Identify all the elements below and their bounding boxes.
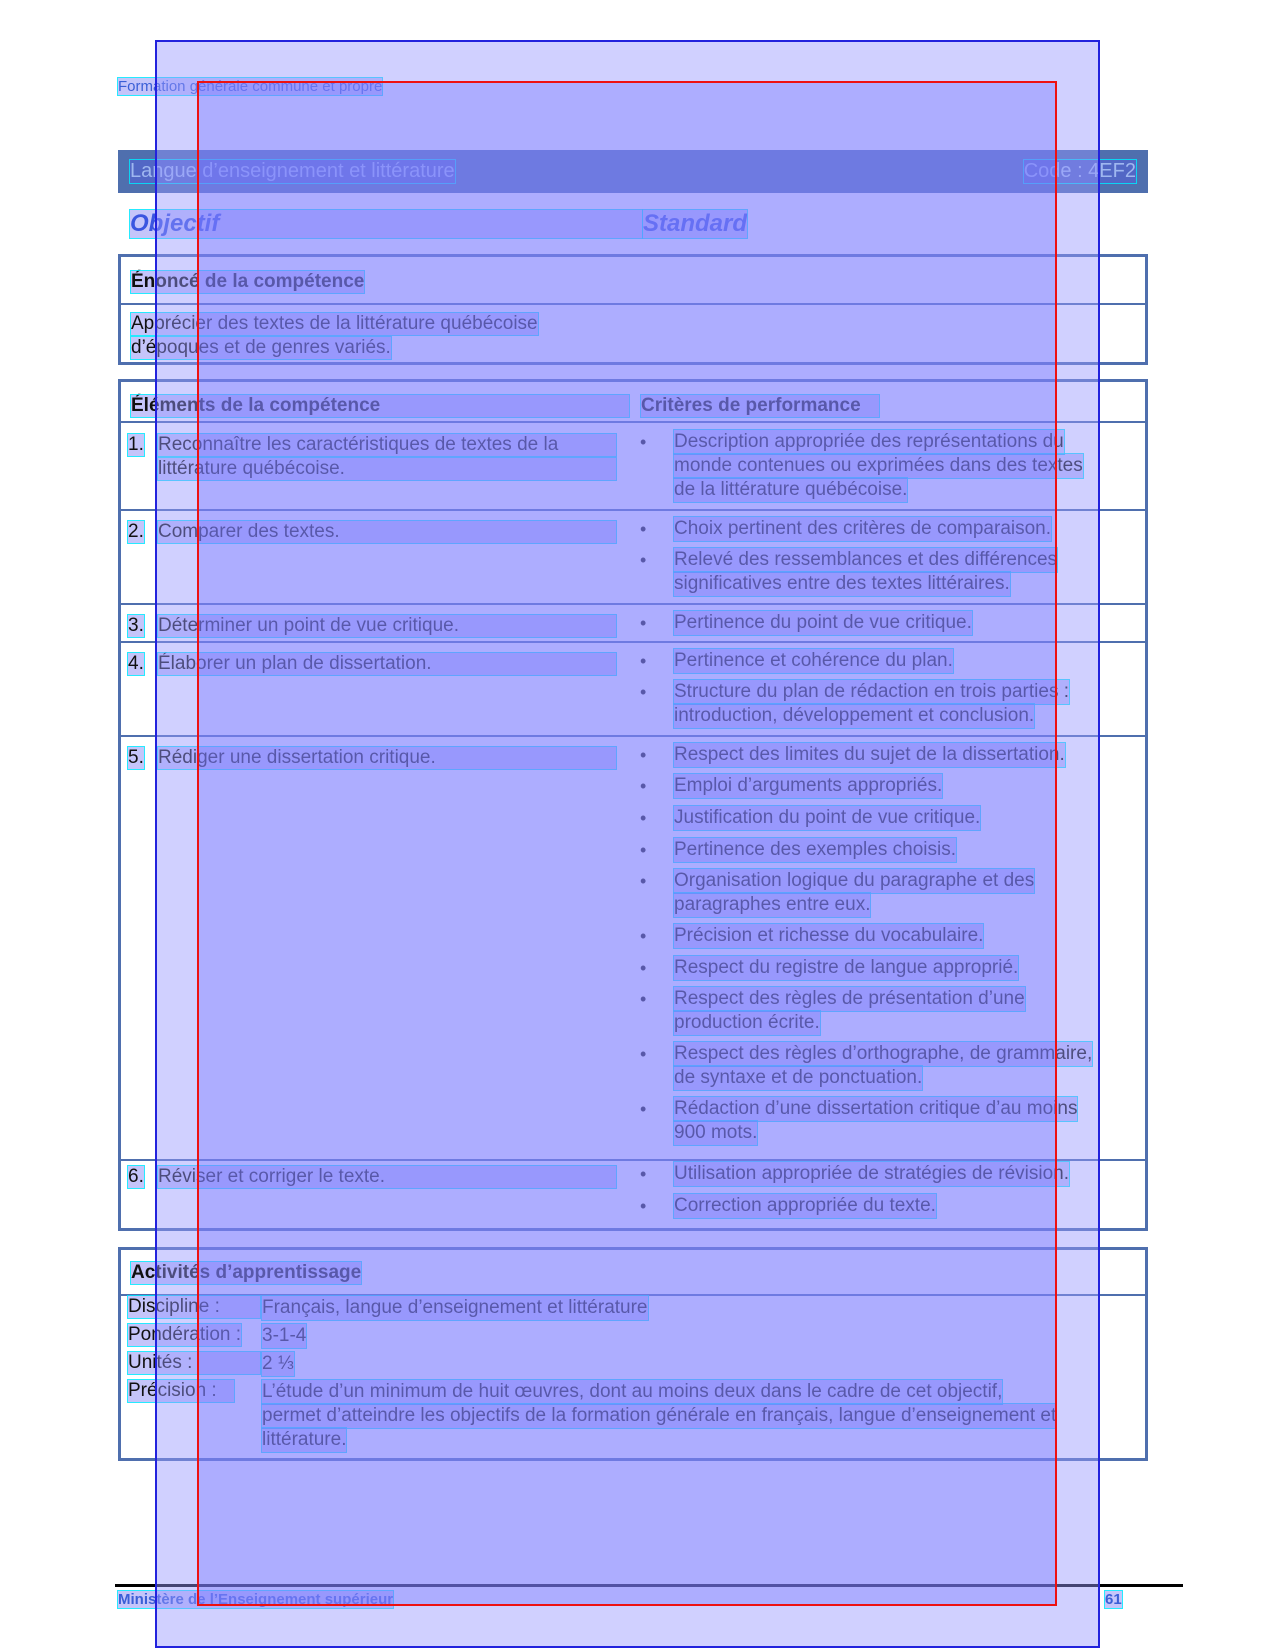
criterion: Organisation logique du paragraphe et des <box>674 870 1035 891</box>
enonce-text-line1: Apprécier des textes de la littérature québécoise <box>131 313 538 334</box>
element-text: Réviser et corriger le texte. <box>158 1166 616 1188</box>
element-number: 4. <box>128 653 144 674</box>
element-text: Reconnaître les caractéristiques de textes de la <box>158 434 616 456</box>
bullet: • <box>640 808 647 828</box>
element-text: Déterminer un point de vue critique. <box>158 615 616 637</box>
criterion: Pertinence des exemples choisis. <box>674 839 956 860</box>
criterion: Correction appropriée du texte. <box>674 1195 936 1216</box>
criterion: Pertinence et cohérence du plan. <box>674 650 953 671</box>
criterion: Justification du point de vue critique. <box>674 807 981 828</box>
discipline-label: Discipline : <box>128 1296 260 1318</box>
bullet: • <box>640 958 647 978</box>
unites-label: Unités : <box>128 1352 260 1374</box>
top-note: Formation générale commune et propre <box>118 78 383 95</box>
element-number: 1. <box>128 434 144 455</box>
element-text: Comparer des textes. <box>158 521 616 543</box>
criterion: Structure du plan de rédaction en trois parties : <box>674 681 1070 702</box>
elements-header: Éléments de la compétence <box>131 395 629 417</box>
criterion-cont: 900 mots. <box>674 1122 758 1143</box>
criterion-cont: introduction, développement et conclusion. <box>674 705 1035 726</box>
enonce-text-line2: d’époques et de genres variés. <box>131 337 391 358</box>
enonce-box <box>118 254 1148 365</box>
page-number: 61 <box>1105 1591 1122 1608</box>
precision-value: L’étude d’un minimum de huit œuvres, dont au moins deux dans le cadre de cet objectif, <box>262 1381 1003 1402</box>
criterion-cont: monde contenues ou exprimées dans des textes <box>674 455 1083 476</box>
criterion: Choix pertinent des critères de comparaison. <box>674 518 1052 539</box>
bullet: • <box>640 926 647 946</box>
title-bar <box>118 150 1148 193</box>
criterion: Respect des limites du sujet de la dissertation. <box>674 744 1065 765</box>
bullet: • <box>640 1164 647 1184</box>
bullet: • <box>640 871 647 891</box>
criterion-cont: de la littérature québécoise. <box>674 479 908 500</box>
criterion: Utilisation appropriée de stratégies de révision. <box>674 1163 1069 1184</box>
footer-ministry: Ministère de l’Enseignement supérieur <box>118 1591 394 1608</box>
criterion: Précision et richesse du vocabulaire. <box>674 925 984 946</box>
bullet: • <box>640 550 647 570</box>
enonce-title: Énoncé de la compétence <box>131 271 365 292</box>
element-number: 2. <box>128 521 144 542</box>
element-number: 3. <box>128 615 144 636</box>
criterion: Relevé des ressemblances et des différences <box>674 549 1058 570</box>
criterion-cont: production écrite. <box>674 1012 820 1033</box>
criteria-header: Critères de performance <box>641 395 879 417</box>
heading-standard: Standard <box>643 210 748 237</box>
criterion: Description appropriée des représentations du <box>674 431 1064 452</box>
criterion-cont: significatives entre des textes littéraires. <box>674 573 1010 594</box>
bullet: • <box>640 432 647 452</box>
unites-value: 2 ⅓ <box>262 1353 294 1374</box>
element-number: 5. <box>128 747 144 768</box>
precision-value-cont: littérature. <box>262 1429 347 1450</box>
bullet: • <box>640 613 647 633</box>
heading-objectif: Objectif <box>130 210 642 238</box>
footer-rule <box>115 1584 1183 1587</box>
bullet: • <box>640 1044 647 1064</box>
criterion: Respect des règles d’orthographe, de grammaire, <box>674 1043 1093 1064</box>
criterion: Respect des règles de présentation d’une <box>674 988 1025 1009</box>
course-code: Code : 4EF2 <box>1023 160 1136 182</box>
element-text-cont: littérature québécoise. <box>158 458 616 480</box>
criterion: Respect du registre de langue approprié. <box>674 957 1019 978</box>
bullet: • <box>640 776 647 796</box>
ponderation-label: Pondération : <box>128 1324 242 1345</box>
bullet: • <box>640 651 647 671</box>
criterion-cont: paragraphes entre eux. <box>674 894 871 915</box>
precision-label: Précision : <box>128 1380 234 1402</box>
criterion: Emploi d’arguments appropriés. <box>674 775 943 796</box>
criterion-cont: de syntaxe et de ponctuation. <box>674 1067 923 1088</box>
bullet: • <box>640 1196 647 1216</box>
discipline-value: Français, langue d’enseignement et littérature <box>262 1297 648 1318</box>
bullet: • <box>640 1099 647 1119</box>
column-headings <box>130 210 1130 242</box>
bar-title: Langue d’enseignement et littérature <box>130 160 455 182</box>
criterion: Rédaction d’une dissertation critique d’au moins <box>674 1098 1078 1119</box>
element-text: Rédiger une dissertation critique. <box>158 747 616 769</box>
bullet: • <box>640 840 647 860</box>
element-number: 6. <box>128 1166 144 1187</box>
bullet: • <box>640 989 647 1009</box>
bullet: • <box>640 745 647 765</box>
bullet: • <box>640 519 647 539</box>
criterion: Pertinence du point de vue critique. <box>674 612 972 633</box>
bullet: • <box>640 682 647 702</box>
ponderation-value: 3-1-4 <box>262 1325 307 1346</box>
precision-value-cont: permet d’atteindre les objectifs de la formation générale en français, langue d’enseignement et <box>262 1405 1057 1426</box>
element-text: Élaborer un plan de dissertation. <box>158 653 616 675</box>
activites-title: Activités d’apprentissage <box>131 1262 362 1283</box>
